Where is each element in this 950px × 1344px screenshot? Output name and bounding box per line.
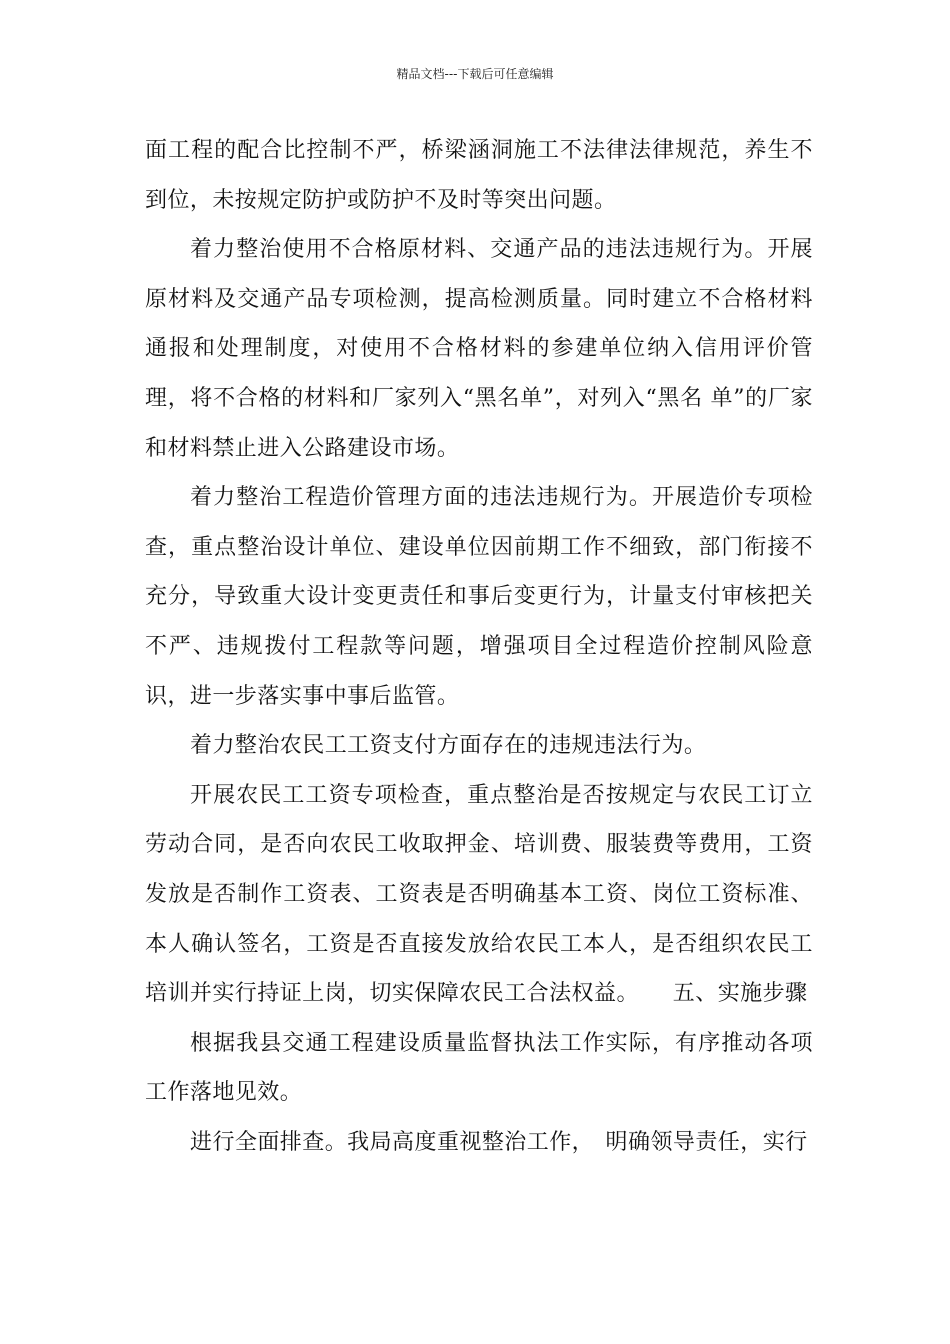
paragraph: 着力整治农民工工资支付方面存在的违规违法行为。 xyxy=(190,733,707,759)
paragraph: 根据我县交通工程建设质量监督执法工作实际，有序推动各项工作落地见效。 xyxy=(145,1030,813,1106)
document-body xyxy=(145,126,813,1167)
paragraph: 着力整治使用不合格原材料、交通产品的违法违规行为。开展原材料及交通产品专项检测，提高检测质量。同时建立不合格材料通报和处理制度，对使用不合格材料的参建单位纳入信用评价管理，将不合格的材料和厂家列入“黑名单”，对列入“黑名 单”的厂家和材料禁止进入公路建设市场。 xyxy=(145,237,813,461)
page-header: 精品文档---下载后可任意编辑 xyxy=(396,67,554,81)
paragraph: 着力整治工程造价管理方面的违法违规行为。开展造价专项检查，重点整治设计单位、建设单位因前期工作不细致，部门衔接不充分，导致重大设计变更责任和事后变更行为，计量支付审核把关不严、违规拨付工程款等问题，增强项目全过程造价控制风险意识，进一步落实事中事后监管。 xyxy=(145,485,813,709)
paragraph: 进行全面排查。我局高度重视整治工作， 明确领导责任，实行 xyxy=(190,1129,808,1155)
paragraph: 面工程的配合比控制不严，桥梁涵洞施工不法律法律规范，养生不到位，未按规定防护或防护不及时等突出问题。 xyxy=(145,138,813,213)
paragraph: 开展农民工工资专项检查，重点整治是否按规定与农民工订立劳动合同，是否向农民工收取押金、培训费、服装费等费用，工资发放是否制作工资表、工资表是否明确基本工资、岗位工资标准、本人确认签名，工资是否直接发放给农民工本人，是否组织农民工培训并实行持证上岗，切实保障农民工合法权益。 五、实施步骤 xyxy=(145,782,813,1007)
